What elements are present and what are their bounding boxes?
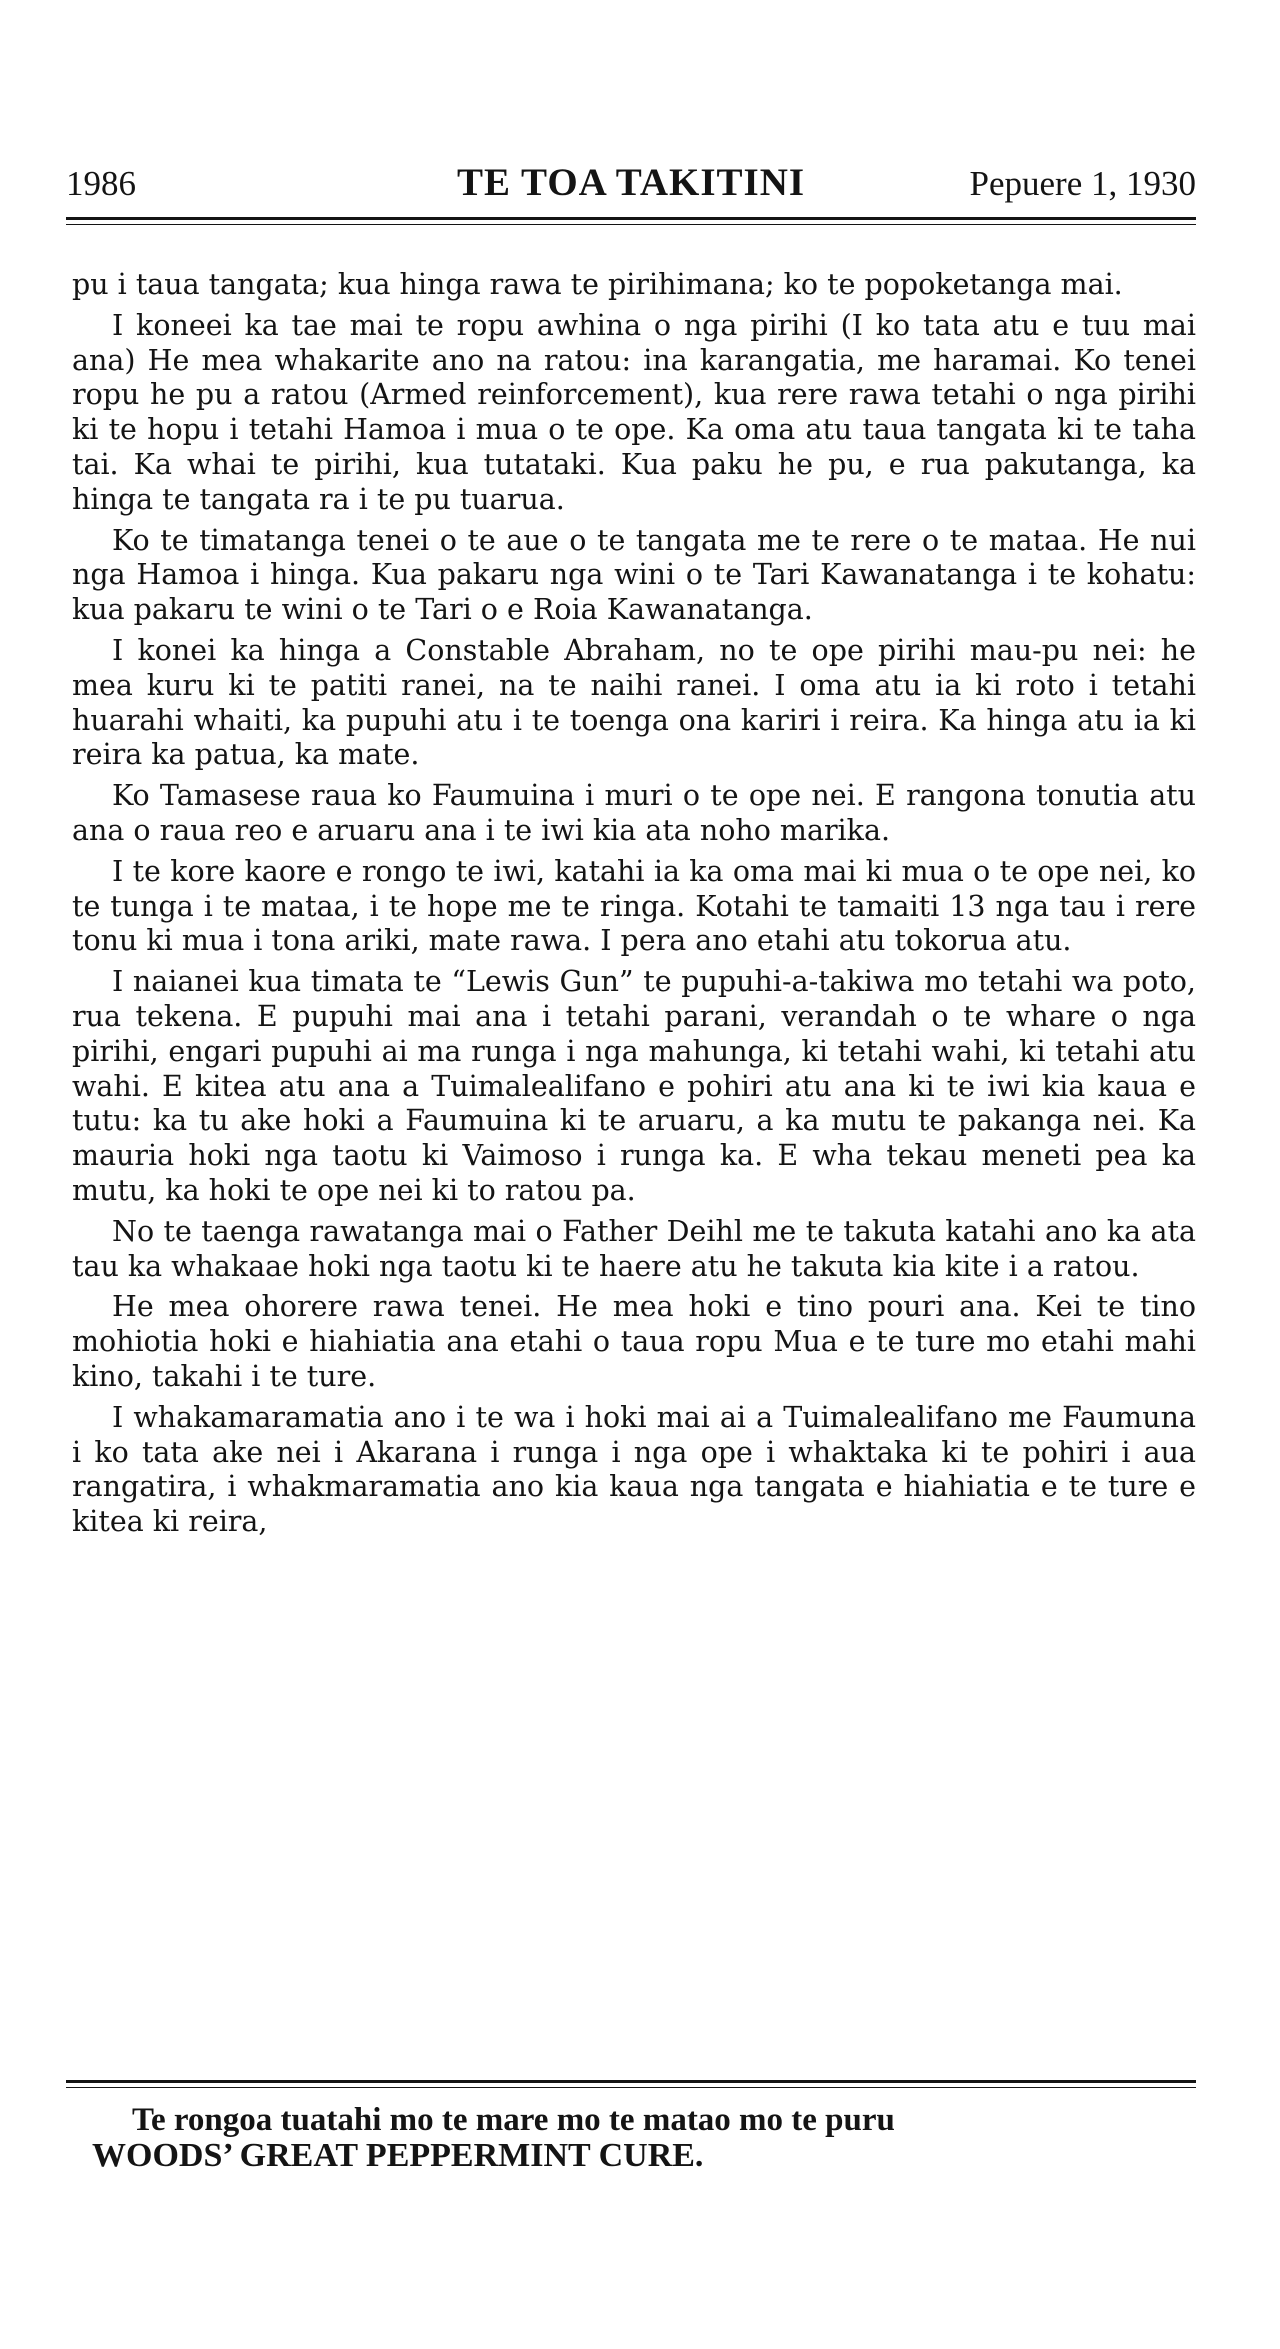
paragraph: He mea ohorere rawa tenei. He mea hoki e tino pouri ana. Kei te tino mohiotia hoki e hiahiatia ana etahi o taua ropu Mua e te ture mo etahi mahi kino, takahi i te ture.: [72, 1290, 1196, 1393]
page-header: [66, 160, 1196, 210]
paragraph: Ko te timatanga tenei o te aue o te tangata me te rere o te mataa. He nui nga Hamoa i hinga. Kua pakaru nga wini o te Tari Kawanatanga i te kohatu: kua pakaru te wini o te Tari o e Roia Kawanatanga.: [72, 523, 1196, 627]
article-body: [72, 268, 1196, 1546]
paragraph: I whakamaramatia ano i te wa i hoki mai ai a Tuimalealifano me Faumuna i ko tata ake nei i Akarana i runga i nga ope i whaktaka ki te pohiri i aua rangatira, i whakmaramatia ano kia kaua nga tangata e hiahiatia e te ture e kitea ki reira,: [72, 1400, 1196, 1539]
page-number: 1986: [66, 164, 136, 203]
advertisement-product: WOODS’ GREAT PEPPERMINT CURE.: [92, 2137, 704, 2174]
paragraph: Ko Tamasese raua ko Faumuina i muri o te ope nei. E rangona tonutia atu ana o raua reo e aruaru ana i te iwi kia ata noho marika.: [72, 779, 1196, 847]
header-divider: [66, 217, 1196, 225]
issue-date: Pepuere 1, 1930: [969, 164, 1196, 203]
paragraph: I koneei ka tae mai te ropu awhina o nga pirihi (I ko tata atu e tuu mai ana) He mea whakarite ano na ratou: ina karangatia, me haramai. Ko tenei ropu he pu a ratou (Armed reinforcement), kua rere rawa tetahi o nga pirihi ki te hopu i tetahi Hamoa i mua o te ope. Ka oma atu taua tangata ki te taha tai. Ka whai te pirihi, kua tutataki. Kua paku he pu, e rua pakutanga, ka hinga te tangata ra i te pu tuarua.: [72, 308, 1196, 516]
publication-title: TE TOA TAKITINI: [456, 161, 806, 204]
advertisement: [92, 2102, 1196, 2174]
paragraph: I te kore kaore e rongo te iwi, katahi ia ka oma mai ki mua o te ope nei, ko te tunga i te mataa, i te hope me te ringa. Kotahi te tamaiti 13 nga tau i rere tonu ki mua i tona ariki, mate rawa. I pera ano etahi atu tokorua atu.: [72, 854, 1196, 958]
advertisement-tagline: Te rongoa tuatahi mo te mare mo te matao mo te puru: [132, 2102, 895, 2138]
paragraph: I konei ka hinga a Constable Abraham, no te ope pirihi mau-pu nei: he mea kuru ki te patiti ranei, na te naihi ranei. I oma atu ia ki roto i tetahi huarahi whaiti, ka pupuhi atu i te toenga ona kariri i reira. Ka hinga atu ia ki reira ka patua, ka mate.: [72, 633, 1196, 772]
paragraph: pu i taua tangata; kua hinga rawa te pirihimana; ko te popoketanga mai.: [72, 268, 1123, 301]
paragraph: No te taenga rawatanga mai o Father Deihl me te takuta katahi ano ka ata tau ka whakaae hoki nga taotu ki te haere atu he takuta kia kite i a ratou.: [72, 1214, 1196, 1283]
paragraph: I naianei kua timata te “Lewis Gun” te pupuhi-a-takiwa mo tetahi wa poto, rua tekena. E pupuhi mai ana i tetahi parani, verandah o te whare o nga pirihi, engari pupuhi ai ma runga i nga mahunga, ki tetahi wahi, ki tetahi atu wahi. E kitea atu ana a Tuimalealifano e pohiri atu ana ki te iwi kia kaua e tutu: ka tu ake hoki a Faumuina ki te aruaru, a ka mutu te pakanga nei. Ka mauria hoki nga taotu ki Vaimoso i runga ka. E wha tekau meneti pea ka mutu, ka hoki te ope nei ki to ratou pa.: [72, 965, 1196, 1207]
footer-divider: [66, 2080, 1196, 2088]
